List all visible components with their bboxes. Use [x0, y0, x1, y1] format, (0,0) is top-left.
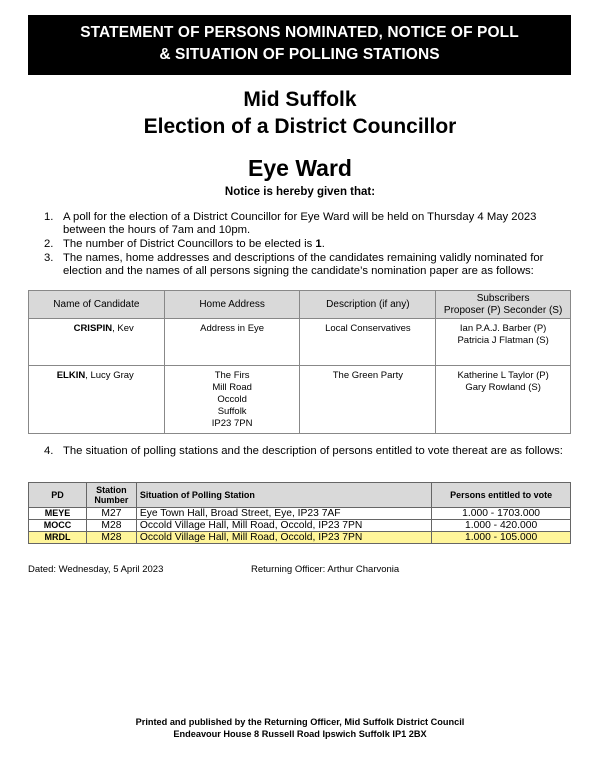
banner-line-2: & SITUATION OF POLLING STATIONS — [159, 46, 440, 63]
list-item — [44, 238, 571, 251]
col-header-pd: PD — [29, 483, 87, 508]
item-text: The number of District Councillors to be elected is — [63, 238, 316, 250]
candidate-address — [164, 366, 300, 434]
seconder: Patricia J Flatman (S) — [457, 335, 549, 346]
subscribers-label: Subscribers — [476, 292, 530, 304]
station-situation: Eye Town Hall, Broad Street, Eye, IP23 7AF — [136, 508, 431, 520]
notice-text: Notice is hereby given that: — [224, 186, 376, 198]
station-number: M28 — [86, 520, 136, 532]
table-row — [29, 520, 571, 532]
persons-range: 1.000 - 105.000 — [432, 532, 571, 544]
station-situation: Occold Village Hall, Mill Road, Occold, IP23 7PN — [136, 532, 431, 544]
seconder: Gary Rowland (S) — [465, 382, 541, 393]
item-text: The situation of polling stations and the description of persons entitled to vote thereat are as follows: — [63, 445, 563, 457]
address-line: The Firs — [214, 370, 250, 381]
address-line: Mill Road — [212, 382, 252, 393]
footer-line-1: Printed and published by the Returning Officer, Mid Suffolk District Council — [135, 717, 465, 727]
persons-range: 1.000 - 1703.000 — [432, 508, 571, 520]
notice-list — [44, 211, 571, 279]
col-header-situation: Situation of Polling Station — [136, 483, 431, 508]
candidate-name — [29, 366, 165, 434]
list-item — [44, 211, 571, 237]
table-row-highlighted — [29, 532, 571, 544]
address-line: Suffolk — [217, 406, 247, 417]
item-text: The names, home addresses and descriptions of the candidates remaining validly nominated for election and the names of all persons signing the candidate’s nomination paper are as follows: — [63, 252, 544, 277]
col-header-persons: Persons entitled to vote — [432, 483, 571, 508]
polling-stations-table — [28, 482, 571, 544]
candidates-table — [28, 290, 571, 434]
table-row — [29, 319, 571, 366]
item-number: 3. — [44, 252, 54, 264]
address-line: Occold — [217, 394, 247, 405]
station-situation: Occold Village Hall, Mill Road, Occold, IP23 7PN — [136, 520, 431, 532]
banner-line-1: STATEMENT OF PERSONS NOMINATED, NOTICE OF POLL — [80, 24, 519, 41]
proposer: Katherine L Taylor (P) — [457, 370, 549, 381]
pd-code: MRDL — [29, 532, 87, 544]
list-item — [44, 252, 571, 278]
col-header-subscribers — [436, 291, 571, 319]
imprint-footer — [0, 716, 600, 740]
list-item — [44, 445, 571, 458]
persons-range: 1.000 - 420.000 — [432, 520, 571, 532]
table-header-row — [29, 291, 571, 319]
candidate-description: The Green Party — [300, 366, 436, 434]
col-header-name: Name of Candidate — [29, 291, 165, 319]
date-line: Dated: Wednesday, 5 April 2023 — [28, 564, 164, 575]
col-header-description: Description (if any) — [300, 291, 436, 319]
proposer-seconder-label: Proposer (P) Seconder (S) — [443, 304, 563, 316]
header-banner — [28, 15, 571, 75]
candidate-address — [164, 319, 300, 366]
table-row — [29, 508, 571, 520]
station-label-1: Station — [96, 485, 127, 495]
candidate-surname: ELKIN — [56, 370, 86, 381]
station-label-2: Number — [94, 495, 129, 505]
election-heading — [0, 86, 600, 140]
notice-list-2 — [44, 445, 571, 458]
table-row — [29, 366, 571, 434]
item-text-end: . — [321, 238, 325, 250]
candidate-forenames: , Lucy Gray — [85, 370, 134, 381]
pd-code: MOCC — [29, 520, 87, 532]
item-text: A poll for the election of a District Councillor for Eye Ward will be held on Thursday 4 May 2023 between the hours of 7am and 10pm. — [63, 211, 537, 236]
candidate-subscribers — [436, 319, 571, 366]
address-line: IP23 7PN — [211, 418, 253, 429]
address-line: Address in Eye — [200, 323, 265, 334]
candidate-forenames: , Kev — [112, 323, 134, 334]
item-number: 2. — [44, 238, 54, 250]
item-number: 1. — [44, 211, 54, 223]
station-number: M28 — [86, 532, 136, 544]
pd-code: MEYE — [29, 508, 87, 520]
proposer: Ian P.A.J. Barber (P) — [459, 323, 547, 334]
candidate-description: Local Conservatives — [300, 319, 436, 366]
candidate-subscribers — [436, 366, 571, 434]
ward-title: Eye Ward — [248, 155, 352, 181]
election-title: Election of a District Councillor — [143, 115, 457, 138]
station-number: M27 — [86, 508, 136, 520]
col-header-station — [86, 483, 136, 508]
item-number: 4. — [44, 445, 54, 457]
candidate-name — [29, 319, 165, 366]
returning-officer: Returning Officer: Arthur Charvonia — [251, 564, 400, 575]
councillor-count: 1 — [315, 238, 322, 250]
col-header-address: Home Address — [164, 291, 300, 319]
table-header-row — [29, 483, 571, 508]
candidate-surname: CRISPIN — [73, 323, 113, 334]
footer-line-2: Endeavour House 8 Russell Road Ipswich Suffolk IP1 2BX — [173, 729, 427, 739]
council-name: Mid Suffolk — [243, 88, 357, 111]
